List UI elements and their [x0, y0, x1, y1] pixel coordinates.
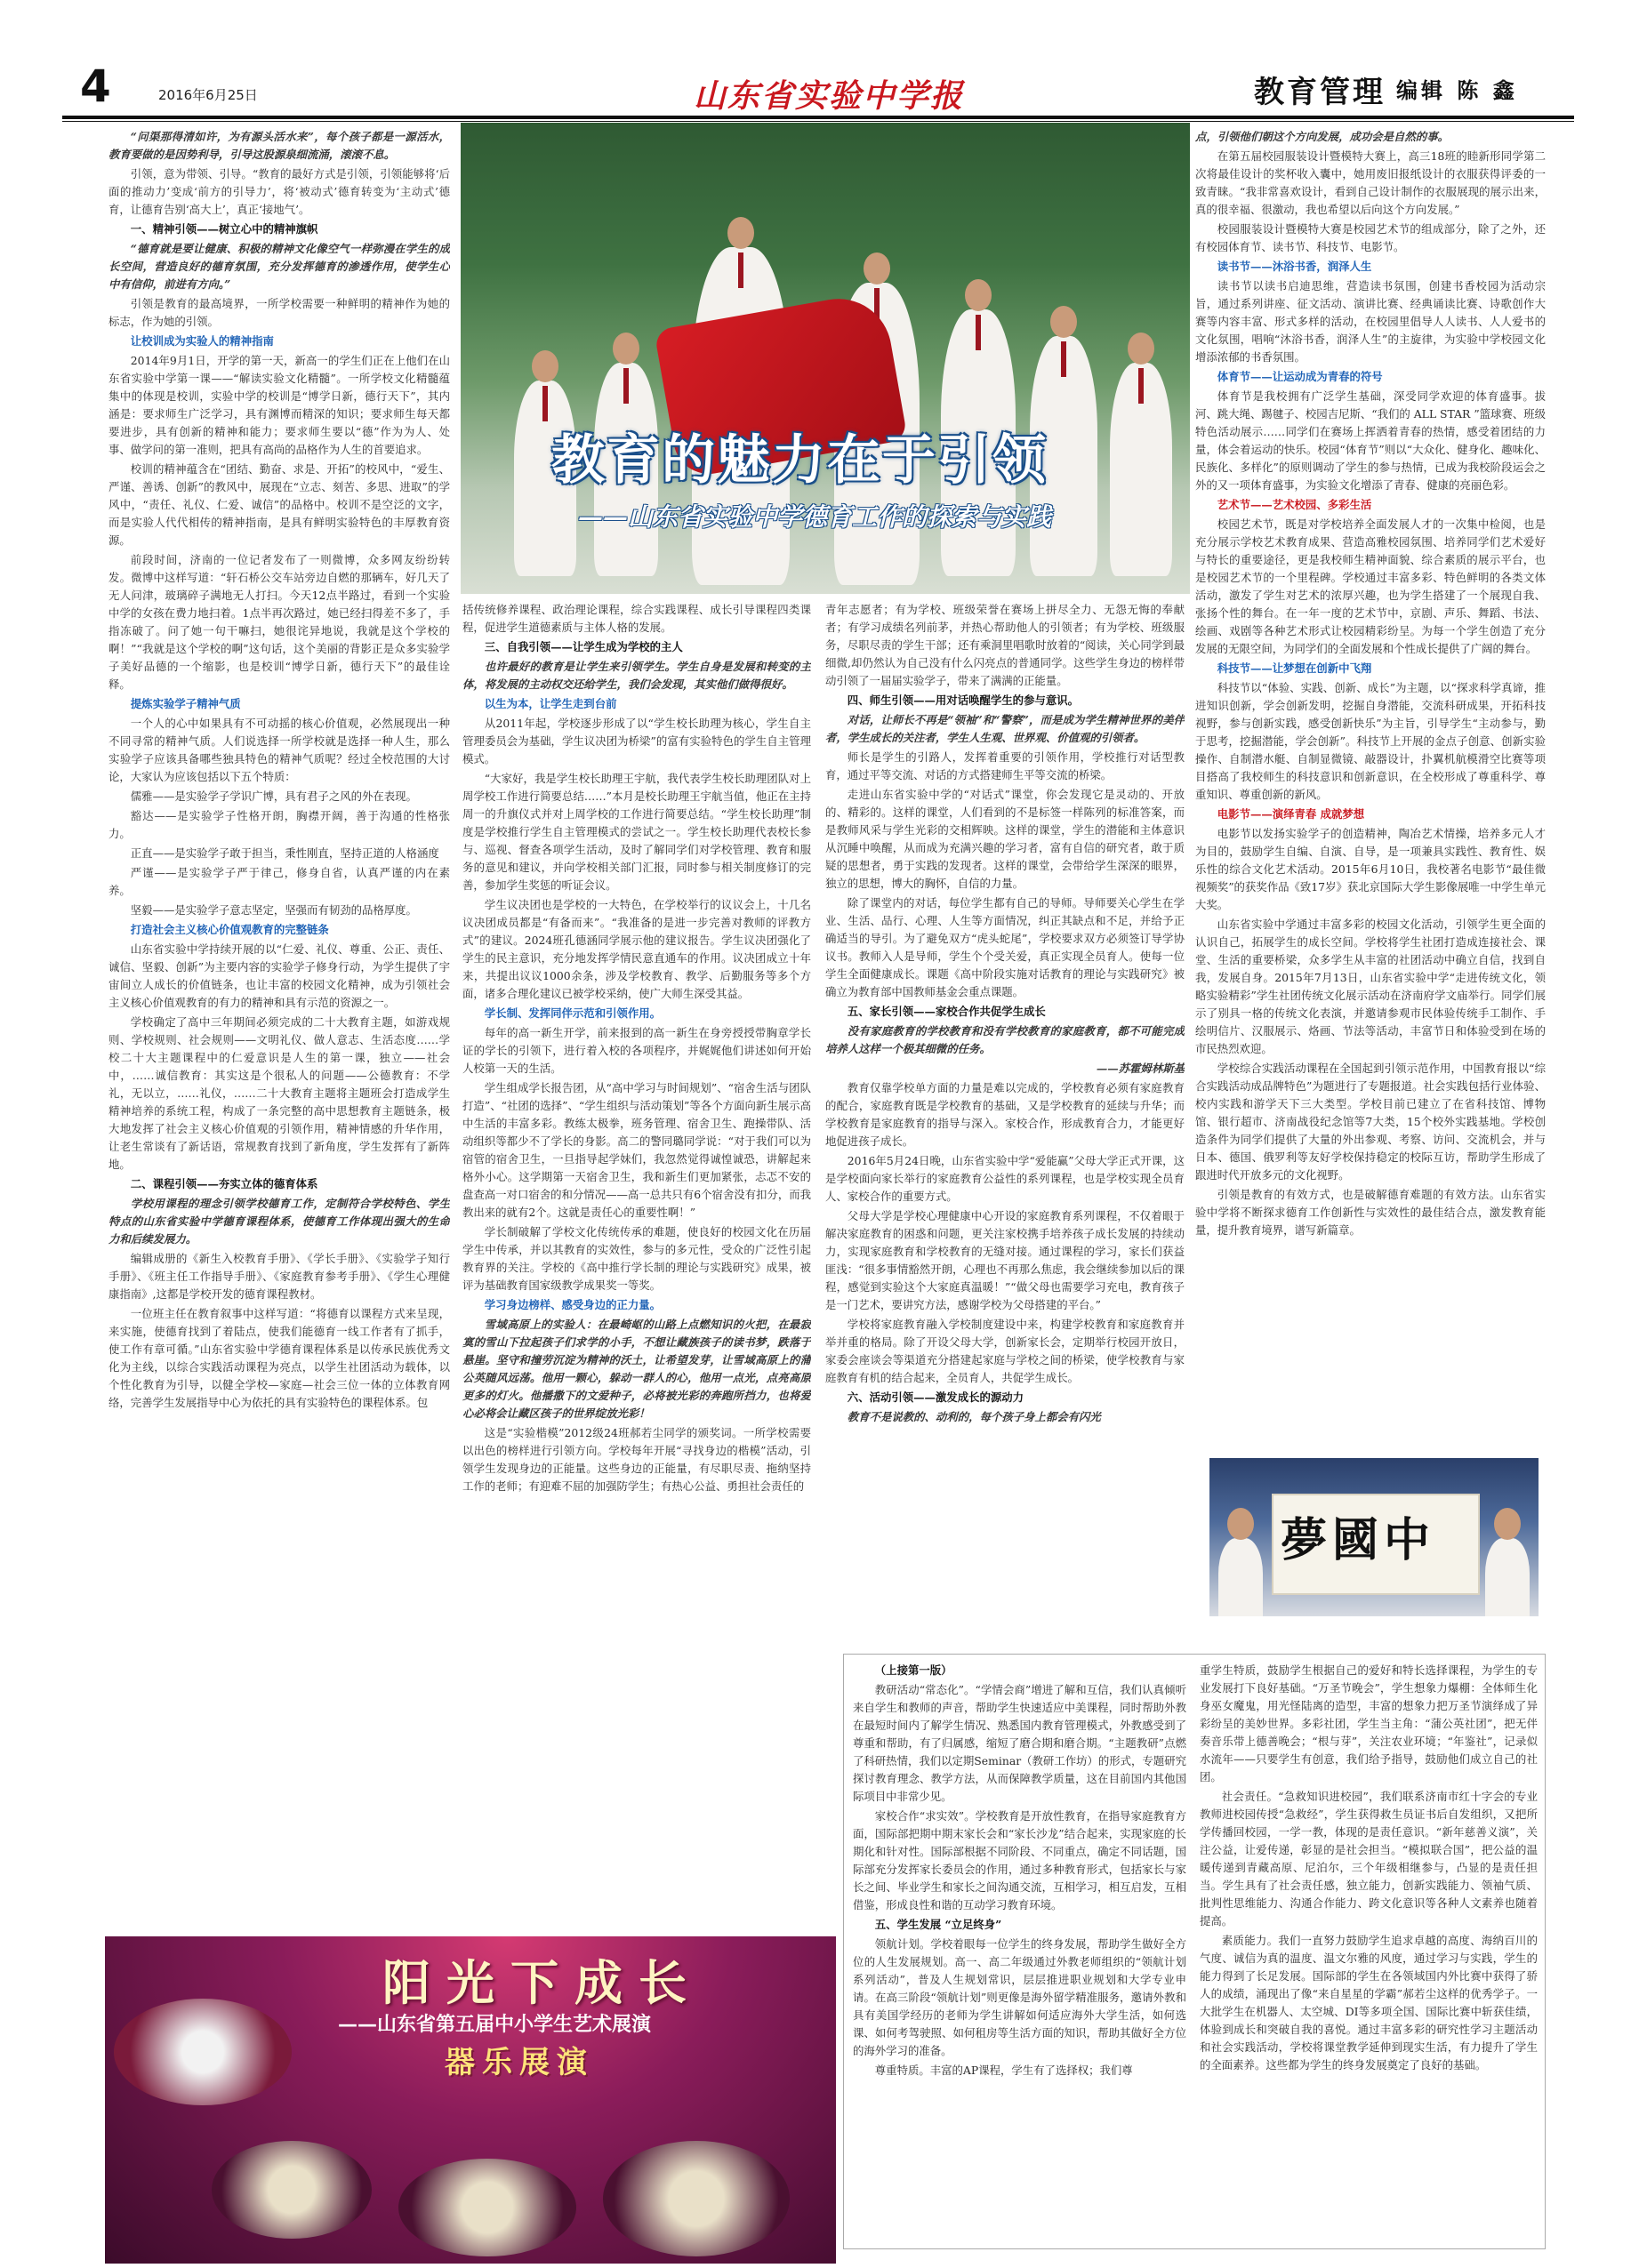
paragraph: 学校综合实践活动课程在全国起到引领示范作用，中国教育报以“综合实践活动成品牌特色”为题进行了专题报道。社会实践包括行业体验、校内实践和游学天下三大类型。学校目前已建立了在省科技馆、博物馆、银行超市、济南战役纪念馆等7大类，15个校外实践基地。学校创造条件为同学们提供了大量的外出参观、考察、访问、交流机会，并与日本、德国、俄罗利等友好学校保持稳定的校际互访，帮助学生形成了跟进时代开放多元的文化视野。: [1195, 1062, 1546, 1182]
column-2: [462, 601, 811, 1931]
feature-title: 教育的魅力在于引领: [551, 429, 1048, 492]
pull-quote: 也许最好的教育是让学生来引领学生。学生自身是发展和转变的主体，将发展的主动权交还给学生，我们会发现，其实他们做得很好。: [462, 660, 811, 691]
editor-credit: 编辑 陈 鑫: [1396, 77, 1518, 103]
masthead-logo: 山东省实验中学报: [694, 77, 965, 115]
paragraph: 校训的精神蕴含在“团结、勤奋、求是、开拓”的校风中，“爱生、严谨、善诱、创新”的教风中，展现在“立志、刻苦、多思、进取”的学风中，“责任、礼仪、仁爱、诚信”的品格中。校训不是空泛的文字，而是实验人代代相传的精神指南，是具有鲜明实验特色的丰厚教育资源。: [108, 462, 450, 547]
subheading: 读书节——沐浴书香，润泽人生: [1217, 260, 1372, 273]
paragraph: 校园艺术节，既是对学校培养全面发展人才的一次集中检阅，也是充分展示学校艺术教育成果、营造高雅校园氛围、培养同学们艺术爱好与特长的重要途径，更是我校师生精神面貌、综合素质的展示平台，也是校园艺术节的一个里程碑。学校通过丰富多彩、特色鲜明的各类文体活动，激发了学生对艺术的浓厚兴趣，也为学生搭建了一个展现自我、张扬个性的舞台。在一年一度的艺术节中，京剧、声乐、舞蹈、书法、绘画、戏剧等各种艺术形式让校园精彩纷呈。为每一个学生创造了充分发展的无限空间，为同学们的全面发展和个性成长提供了广阔的舞台。: [1195, 517, 1546, 655]
section-heading: 五、家长引领——家校合作共促学生成长: [847, 1005, 1046, 1018]
section-heading: 二、课程引领——夯实立体的德育体系: [130, 1177, 318, 1190]
paragraph: 这是“实验楷模”2012级24班郝若尘同学的颁奖词。一所学校需要以出色的榜样进行引领方向。学校每年开展“寻找身边的楷模”活动，引领学生发现身边的正能量。这些身边的正能量，有尽职尽责、拖纳坚持工作的老师；有迎难不屈的加强防学生；有热心公益、勇担社会责任的: [462, 1426, 811, 1493]
continued-label: （上接第一版）: [874, 1663, 952, 1677]
paragraph: 家校合作“求实效”。学校教育是开放性教育，在指导家庭教育方面，国际部把期中期末家长会和“家长沙龙”结合起来，实现家庭的长期化和针对性。国际部根据不同阶段、不同重点，确定不同话题，国际部充分发挥家长委员会的作用，通过多种教育形式，包括家长与家长之间、毕业学生和家长之间沟通交流，互相学习，相互启发，互相借鉴，形成良性和谐的互动学习教育环境。: [853, 1809, 1186, 1911]
section-heading: 四、师生引领——用对话唤醒学生的参与意识。: [847, 693, 1079, 707]
paragraph: 引领是教育的最高境界，一所学校需要一种鲜明的精神作为她的标志，作为她的引领。: [108, 297, 450, 328]
paragraph: 走进山东省实验中学的“对话式”课堂，你会发现它是灵动的、开放的、精彩的。这样的课堂，人们看到的不是标签一样陈列的标准答案，而是教师风采与学生光彩的交相辉映。这样的课堂，学生的潜能和主体意识从沉睡中唤醒，从而成为充满兴趣的学习者，富有自信的研究者，敢于质疑的思想者，勇于实践的发现者。这样的课堂，会带给学生深深的眼界，独立的思想，博大的胸怀，自信的力量。: [825, 788, 1185, 890]
paragraph: 领航计划。学校着眼每一位学生的终身发展，帮助学生做好全方位的人生发展规划。高一、高二年级通过外教老师组织的“领航计划系列活动”，普及人生规划常识，层层推进职业规划和大学专业申请。在高三阶段“领航计划”则更像是海外留学精准服务，邀请外教和具有美国学经历的老师为学生讲解如何适应海外大学生活，如何选课、如何考驾驶照、如何租房等生活方面的知识，帮助其做好全方位的海外学习的准备。: [853, 1937, 1186, 2057]
subheading: 电影节——演绎青春 成就梦想: [1217, 807, 1365, 821]
box-column-2: [1200, 1662, 1538, 2240]
paragraph: 电影节以发扬实验学子的创造精神，陶冶艺术情操，培养多元人才为目的，鼓励学生自编、自演、自导，是一项兼具实践性、教育性、娱乐性的综合文化艺术活动。2015年6月10日，我校著名电影节“最佳微视频奖”的获奖作品《致17岁》获北京国际大学生影像展唯一中学生单元大奖。: [1195, 827, 1546, 911]
paragraph: 括传统修养课程、政治理论课程，综合实践课程、成长引导课程四类课程，促进学生道德素质与主体人格的发展。: [462, 603, 811, 634]
paragraph: 儒雅——是实验学子学识广博，具有君子之风的外在表现。: [130, 789, 417, 803]
calligraphy-text: 夢國中: [1281, 1513, 1436, 1567]
paragraph: 读书节以读书启迪思维，营造读书氛围，创建书香校园为活动宗旨，通过系列讲座、征文活动、演讲比赛、经典诵读比赛、诗歌创作大赛等内容丰富、形式多样的活动，在校园里倡导人人读书、人人爱书的文化氛围，唱响“沐浴书香，润泽人生”的主旋律，为实验中学校园文化增添浓郁的书香氛围。: [1195, 279, 1546, 364]
paragraph: 前段时间，济南的一位记者发布了一则微博，众多网友纷纷转发。微博中这样写道：“轩石桥公交车站旁边自燃的那辆车，好几天了无人问津，玻璃碎子满地无人打扫。今天12点半路过，看到一个实验中学的女孩在费力地扫着。1点半再次路过，她已经扫得差不多了，手指冻破了。问了她一句干嘛扫，她很诧异地说，我就是这个学校的啊！”“我就是这个学校的啊”这句话，这个美丽的背影正是众多实验学子美好品德的一个缩影，也是校训“博学日新，德行天下”的最佳诠释。: [108, 553, 450, 691]
paragraph: 重学生特质，鼓励学生根据自己的爱好和特长选择课程，为学生的专业发展打下良好基础。“万圣节晚会”，学生想象力爆棚：全体师生化身巫女魔鬼，用光怪陆离的造型，丰富的想象力把万圣节演绎成了异彩纷呈的美妙世界。多彩社团，学生当主角：“蒲公英社团”，把无伴奏音乐带上德善晚会；“根与芽”，关注农业环境；“年鉴社”，记录似水流年——只要学生有创意，我们给予指导，鼓励他们成立自己的社团。: [1200, 1663, 1538, 1783]
paragraph: “大家好，我是学生校长助理王宇航，我代表学生校长助理团队对上周学校工作进行简要总结……”本月是校长助理王宇航当值，他正在主持周一的升旗仪式并对上周学校的工作进行简要总结。“学生校长助理”制度是学校推行学生自主管理模式的尝试之一。学生校长助理代表校长参与、巡视、督查各项学生活动，及时了解同学们对学校管理、教育和服务的意见和建议，并向学校相关部门汇报，同时参与相关制度修订的完善，参加学生奖惩的听证会议。: [462, 772, 811, 892]
paragraph: 除了课堂内的对话，每位学生都有自己的导师。导师要关心学生在学业、生活、品行、心理、人生等方面情况，纠正其缺点和不足，并给予正确适当的导引。为了避免双方“虎头蛇尾”，学校要求双方必须签订导学协议书。教师入人是导师，学生个个受关爱，真正实现全员育人。使每一位学生全面健康成长。课题《高中阶段实施对话教育的理论与实践研究》被确立为教育部中国教师基金会重点课题。: [825, 896, 1185, 998]
continued-article-box: [843, 1654, 1546, 2249]
column-4: [1195, 128, 1546, 1453]
paragraph: 2016年5月24日晚，山东省实验中学“爱能赢”父母大学正式开课，这是学校面向家长举行的家庭教育公益性的系列课程，也是学校实现全员育人、家校合作的重要方式。: [825, 1154, 1185, 1203]
subheading: 提炼实验学子精神气质: [130, 697, 241, 710]
paragraph: 师长是学生的引路人，发挥着重要的引领作用，学校推行对话型教育，通过平等交流、对话的方式搭建师生平等交流的桥梁。: [825, 750, 1185, 781]
paragraph: 一位班主任在教育叙事中这样写道：“将德育以课程方式来呈现，来实施，使德育找到了着陆点，使我们能德育一线工作者有了抓手，使工作有章可循。”山东省实验中学德育课程体系是以传承民族优秀文化为主线，以综合实践活动课程为亮点，以学生社团活动为载体，以个性化教育为引导，以健全学校—家庭—社会三位一体的立体教育网络，完善学生发展指导中心为依托的具有实验特色的课程体系。包: [108, 1307, 450, 1409]
paragraph: 山东省实验中学持续开展的以“仁爱、礼仪、尊重、公正、责任、诚信、坚毅、创新”为主要内容的实验学子修身行动，为学生提供了宇宙间立人成长的价值链条，也让丰富的校园文化精神，成为引领社会主义核心价值观教育的有力的精神和具有示范的资源之一。: [108, 942, 450, 1009]
paragraph: 校园服装设计暨模特大赛是校园艺术节的组成部分，除了之外，还有校园体育节、读书节、科技节、电影节。: [1195, 222, 1546, 253]
paragraph: 坚毅——是实验学子意志坚定，坚强而有韧劲的品格厚度。: [130, 903, 417, 917]
paragraph: 学校将家庭教育融入学校制度建设中来，构建学校教育和家庭教育并举并重的格局。除了开设父母大学，创新家长会，定期举行校园开放日，家委会座谈会等渠道充分搭建起家庭与学校之间的桥梁，使学校教育与家庭教育有机的结合起来，全员育人，共促学生成长。: [825, 1318, 1185, 1384]
paragraph: 尊重特质。丰富的AP课程，学生有了选择权；我们尊: [874, 2064, 1133, 2077]
paragraph: 学长制破解了学校文化传统传承的难题，使良好的校园文化在历届学生中传承，并以其教育的实效性，参与的多元性，受众的广泛性引起教育界的关注。学校的《高中推行学长制的理论与实践研究》成果，被评为基础教育国家级教学成果奖一等奖。: [462, 1225, 811, 1292]
subheading: 学长制、发挥同伴示范和引领作用。: [484, 1006, 662, 1020]
concert-subtitle-2: 器乐展演: [445, 2045, 594, 2080]
pull-quote: 学校用课程的理念引领学校德育工作，定制符合学校特色、学生特点的山东省实验中学德育课程体系，使德育工作体现出强大的生命力和后续发展力。: [108, 1197, 450, 1246]
paragraph: 严谨——是实验学子严于律己，修身自省，认真严谨的内在素养。: [108, 866, 450, 897]
concert-title: 阳光下成长: [382, 1954, 703, 2011]
paragraph: 引领是教育的有效方式，也是破解德育难题的有效方法。山东省实验中学将不断探求德育工作创新性与实效性的最佳结合点，激发教育能量，提升教育境界，谱写新篇章。: [1195, 1188, 1546, 1237]
paragraph: 科技节以“体验、实践、创新、成长”为主题，以“探求科学真谛，推进知识创新，学会创新发明，挖掘自身潜能，交流科研成果，开拓科技视野，参与创新实践，感受创新快乐”为主旨，引导学生“主动参与，勤于思考，挖掘潜能，学会创新”。科技节上开展的金点子创意、创新实验操作、自制潜水艇、自制显微镜、敲器设计，扑翼机航模滑空比赛等项目搭高了我校师生的科技意识和创新意识，在全校形成了尊重科学、尊重知识、尊重创新的新风。: [1195, 681, 1546, 801]
subheading: 学习身边榜样、感受身边的正力量。: [484, 1298, 662, 1311]
subheading: 艺术节——艺术校园、多彩生活: [1217, 498, 1372, 511]
paragraph: 编辑成册的《新生入校教育手册》、《学长手册》、《实验学子知行手册》、《班主任工作指导手册》、《家庭教育参考手册》、《学生心理健康指南》,这都是学校开发的德育课程教材。: [108, 1252, 450, 1301]
subheading: 以生为本，让学生走到台前: [484, 697, 617, 710]
paragraph: 社会责任。“急救知识进校园”，我们联系济南市红十字会的专业教师进校园传授“急救经”，学生获得救生员证书后自发组织，又把所学传播回校园，一学一教，体现的是责任意识。“新年慈善义演”，关注公益，让爱传递，彰显的是社会担当。“模拟联合国”，把公益的温暖传递到青藏高原、尼泊尔，三个年级相继参与，凸显的是责任担当。学生具有了社会责任感，独立能力，创新实践能力、领袖气质、批判性思维能力、沟通合作能力、跨文化意识等各种人文素养也随着提高。: [1200, 1790, 1538, 1927]
paragraph: 每年的高一新生开学，前来报到的高一新生在身旁授授带胸章学长证的学长的引领下，进行着入校的各项程序，并娓娓他们讲述如何开始人校第一天的生活。: [462, 1026, 811, 1075]
pull-quote: “德育就是要让健康、积极的精神文化像空气一样弥漫在学生的成长空间，营造良好的德育氛围，充分发挥德育的渗透作用，使学生心中有信仰，前进有方向。”: [108, 242, 450, 291]
subheading: 打造社会主义核心价值观教育的完整链条: [130, 923, 329, 936]
paragraph: 在第五届校园服装设计暨模特大赛上，高三18班的睦新形同学第二次将最佳设计的奖杯收入囊中，她用废旧报纸设计的衣服获得评委的一致青睐。“我非常喜欢设计，看到自己设计制作的衣服展现的展示出来，真的很幸福、很激动，我也希望以后向这个方向发展。”: [1195, 149, 1546, 216]
paragraph: 素质能力。我们一直努力鼓励学生追求卓越的高度、海纳百川的气度、诚信为真的温度、温文尔雅的风度，通过学习与实践，学生的能力得到了长足发展。国际部的学生在各领域国内外比赛中获得了骄人的成绩，涌现出了像“来自星星的学霸”郝若尘这样的优秀学子。一大批学生在机器人、太空城、DI等多项全国、国际比赛中斩获佳绩，体验到成长和突破自我的喜悦。通过丰富多彩的研究性学习主题活动和社会实践活动，学校将课堂教学延伸到现实生活，有力提升了学生的全面素养。这些都为学生的终身发展奠定了良好的基础。: [1200, 1934, 1538, 2072]
pull-quote: 教育不是说教的、动利的，每个孩子身上都会有闪光: [847, 1410, 1101, 1423]
paragraph: 点，引领他们朝这个方向发展，成功会是自然的事。: [1195, 130, 1449, 143]
concert-subtitle: ——山东省第五届中小学生艺术展演: [338, 2013, 652, 2036]
citation-quote: 雪域高原上的实验人：在最崎岖的山路上点燃知识的火把，在最寂寞的雪山下拉起孩子们求学的小手，不想让藏族孩子的读书梦，跌落于悬崖。坚守和撞劳沉淀为精神的沃土，让希望发芽，让雪域高原上的蒲公英随风远荡。他用一颗心，躲动一群人的心，他用一点光，点亮高原更多的灯火。他播撒下的文爱种子，必将被光彩的奔跑所挡力，也将爱心必将会让藏区孩子的世界绽放光彩！: [462, 1318, 811, 1420]
subheading: 体育节——让运动成为青春的符号: [1217, 370, 1383, 383]
paragraph: 学校确定了高中三年期间必须完成的二十大教育主题，如游戏规则、学校规则、社会规则——文明礼仪、做人意志、生活态度……学校二十大主题课程中的仁爱意识是人生的第一课，独立——社会中，……诚信教育：其实这是个很私人的问题——公德教育：不学礼，无以立，……礼仪，……二十大教育主题将主题班会打造成学生精神培养的系统工程，构成了一条完整的高中思想教育主题链条，极大地发挥了社会主义核心价值观的引领作用，精神情感的升华作用，让老生常谈有了新话语，常规教育找到了新角度，学生发挥有了新阵地。: [108, 1015, 450, 1171]
paragraph: 引领，意为带领、引导。“教育的最好方式是引领，引领能够将‘后面的推动力’变成‘前方的引导力’，将‘被动式’德育转变为‘主动式’德育，让德育告别‘高大上’，真正‘接地气’。: [108, 167, 450, 216]
paragraph: 从2011年起，学校逐步形成了以“学生校长助理为核心，学生自主管理委员会为基础，学生议决团为桥梁”的富有实验特色的学生自主管理模式。: [462, 717, 811, 765]
paragraph: 正直——是实验学子敢于担当，秉性刚直，坚持正道的人格涵度: [130, 846, 439, 860]
subheading: 让校训成为实验人的精神指南: [130, 334, 274, 348]
paragraph: 教育仅靠学校单方面的力量是难以完成的，学校教育必须有家庭教育的配合，家庭教育既是学校教育的基础，又是学校教育的延续与升华；而学校教育是家庭教育的指导与深入。家校合作，形成教育合力，才能更好地促进孩子成长。: [825, 1081, 1185, 1148]
paragraph: 一个人的心中如果具有不可动摇的核心价值观，必然展现出一种不同寻常的精神气质。人们说选择一所学校就是选择一种人生，那么实验学子应该具备哪些独具特色的精神气质呢？经过全校范围的大讨论，大家认为应该包括以下五个特质：: [108, 717, 450, 783]
header-rule-thin: [62, 121, 1574, 122]
section-heading: 三、自我引领——让学生成为学校的主人: [484, 640, 683, 653]
paragraph: 教研活动“常态化”。“学情会商”增进了解和互信，我们认真倾听来自学生和教师的声音，帮助学生快速适应中美课程，同时帮助外教在最短时间内了解学生情况、熟悉国内教育管理模式，外教感受到了尊重和帮助，有了归属感，缩短了磨合期和磨合期。“主题教研”点燃了科研热情，我们以定期Seminar（教研工作坊）的形式，专题研究探讨教育理念、教学方法，从而保障教学质量，这在目前国内其他国际项目中非常少见。: [853, 1683, 1186, 1803]
pull-quote: 没有家庭教育的学校教育和没有学校教育的家庭教育，都不可能完成培养人这样一个极其细微的任务。: [825, 1024, 1185, 1055]
section-heading: 六、活动引领——激发成长的源动力: [847, 1390, 1024, 1404]
paragraph: 山东省实验中学通过丰富多彩的校园文化活动，引领学生更全面的认识自己，拓展学生的成长空间。学校将学生社团打造成连接社会、课堂、生活的重要桥梁，众多学生从丰富的社团活动中确立自信，找到自我，发展自身。2015年7月13日，山东省实验中学“走进传统文化，领略实验精彩”学生社团传统文化展示活动在济南府学文庙举行。同学们展示了别具一格的传统文化表演，并邀请参观市民体验传统手工制作、手绘明信片、汉服展示、烙画、节法等活动，丰富节日和体验受到在场的市民热烈欢迎。: [1195, 918, 1546, 1055]
paragraph: 豁达——是实验学子性格开朗，胸襟开阔，善于沟通的性格张力。: [108, 809, 450, 840]
section-heading: 五、学生发展 “立足终身”: [874, 1918, 1002, 1931]
paragraph: 2014年9月1日，开学的第一天，新高一的学生们正在上他们在山东省实验中学第一课——“解读实验文化精髓”。一所学校文化精髓蕴集中的体现是校训，实验中学的校训是“博学日新，德行天下”，其内涵是：要求师生广泛学习，具有渊博而精深的知识；要求师生每天都要进步，具有创新的精神和能力；要求师生要以“德”作为为人、处事、做学问的第一准则，把具有高尚的品格作为人生的首要追求。: [108, 354, 450, 456]
section-heading: 一、精神引领——树立心中的精神旗帜: [130, 222, 318, 236]
issue-date: 2016年6月25日: [158, 87, 258, 103]
quote-author: ——苏霍姆林斯基: [1096, 1062, 1185, 1075]
subheading: 科技节——让梦想在创新中飞翔: [1217, 661, 1372, 675]
paragraph: 体育节是我校拥有广泛学生基础，深受同学欢迎的体育盛事。拔河、跳大绳、踢毽子、校园吉尼斯、“我们的 ALL STAR ”篮球赛、班级特色活动展示……同学们在赛场上挥洒着青春的热情，感受着团结的力量，体会着运动的快乐。校园“体育节”则以“大众化、健身化、趣味化、民族化、多样化”的原则调动了学生的参与热情，已成为我校阶段运会之外的又一项体育盛事，为实验文化增添了青春、健康的亮丽色彩。: [1195, 389, 1546, 492]
paragraph: 父母大学是学校心理健康中心开设的家庭教育系列课程，不仅着眼于解决家庭教育的困惑和问题，更关注家校携手培养孩子成长发展的持续动力，实现家庭教育和学校教育的无缝对接。通过课程的学习，家长们获益匪浅：“很多事情豁然开朗，心理也不再那么焦虑，我会继续参加以后的课程，感觉到实验这个大家庭真温暖！”“做父母也需要学习充电，教育孩子是一门艺术，要讲究方法，感谢学校为父母搭建的平台。”: [825, 1209, 1185, 1311]
section-title: 教育管理: [1254, 75, 1386, 110]
header-rule: [62, 116, 1574, 119]
box-column-1: [853, 1662, 1186, 2240]
paragraph: 学生议决团也是学校的一大特色，在学校举行的议议会上，十几名议决团成员都是“有备而来”。“我准备的是进一步完善对教师的评教方式”的建议。2024班孔德涵同学展示他的建议报告。学生议决团强化了学生的民主意识，充分地发挥学情民意直通车的作用。议决团成立十年来，共提出议议1000余条，涉及学校教育、教学、后勤服务等多个方面，诸多合理化建议已被学校采纳，使广大师生深受其益。: [462, 898, 811, 1000]
page-number: 4: [80, 60, 111, 112]
pull-quote: 对话，让师长不再是“领袖”和“警察”，而是成为学生精神世界的美伴者，学生成长的关注者，学生人生观、世界观、价值观的引领者。: [825, 713, 1185, 744]
paragraph: 学生组成学长报告团，从“高中学习与时间规划”、“宿舍生活与团队打造”、“社团的选择”、“学生组织与活动策划”等各个方面向新生展示高中生活的丰富多彩。教练太极拳，班务管理、宿舍卫生、跑操带队、活动组织等都少不了学长的身影。高二的警同璐同学说：“对于我们可以为宿管的宿舍卫生，一旦指导起学妹们，我忽然觉得诚惶诚恐，讲解起来格外小心。这学期第一天宿舍卫生，我和新生们更加紧张，忐忑不安的盘查高一对口宿舍的和分情况——高一总共只有6个宿舍没有扣分，而我教出来的就有2个。这就是责任心的重要性啊！”: [462, 1081, 811, 1219]
paragraph: 青年志愿者；有为学校、班级荣誉在赛场上拼尽全力、无怨无悔的奉献者；有学习成绩名列前茅，并热心帮助他人的引领者；有为学校、班级服务，尽职尽责的学生干部；还有乘洞里唱歌时放着的“阅读，关心同学到最细微,却仍然认为自己没有什么闪亮点的普通同学。这些学生身边的榜样带动引领了一届届实验学子，带来了满满的正能量。: [825, 603, 1185, 687]
feature-subtitle: ——山东省实验中学德育工作的探索与实践: [578, 502, 1052, 532]
paragraph: “问渠那得清如许，为有源头活水来”，每个孩子都是一源活水，教育要做的是因势利导，引导这股源泉细流涌，滚滚不息。: [108, 130, 450, 161]
column-3: [825, 601, 1185, 1641]
column-1: [108, 128, 450, 1933]
